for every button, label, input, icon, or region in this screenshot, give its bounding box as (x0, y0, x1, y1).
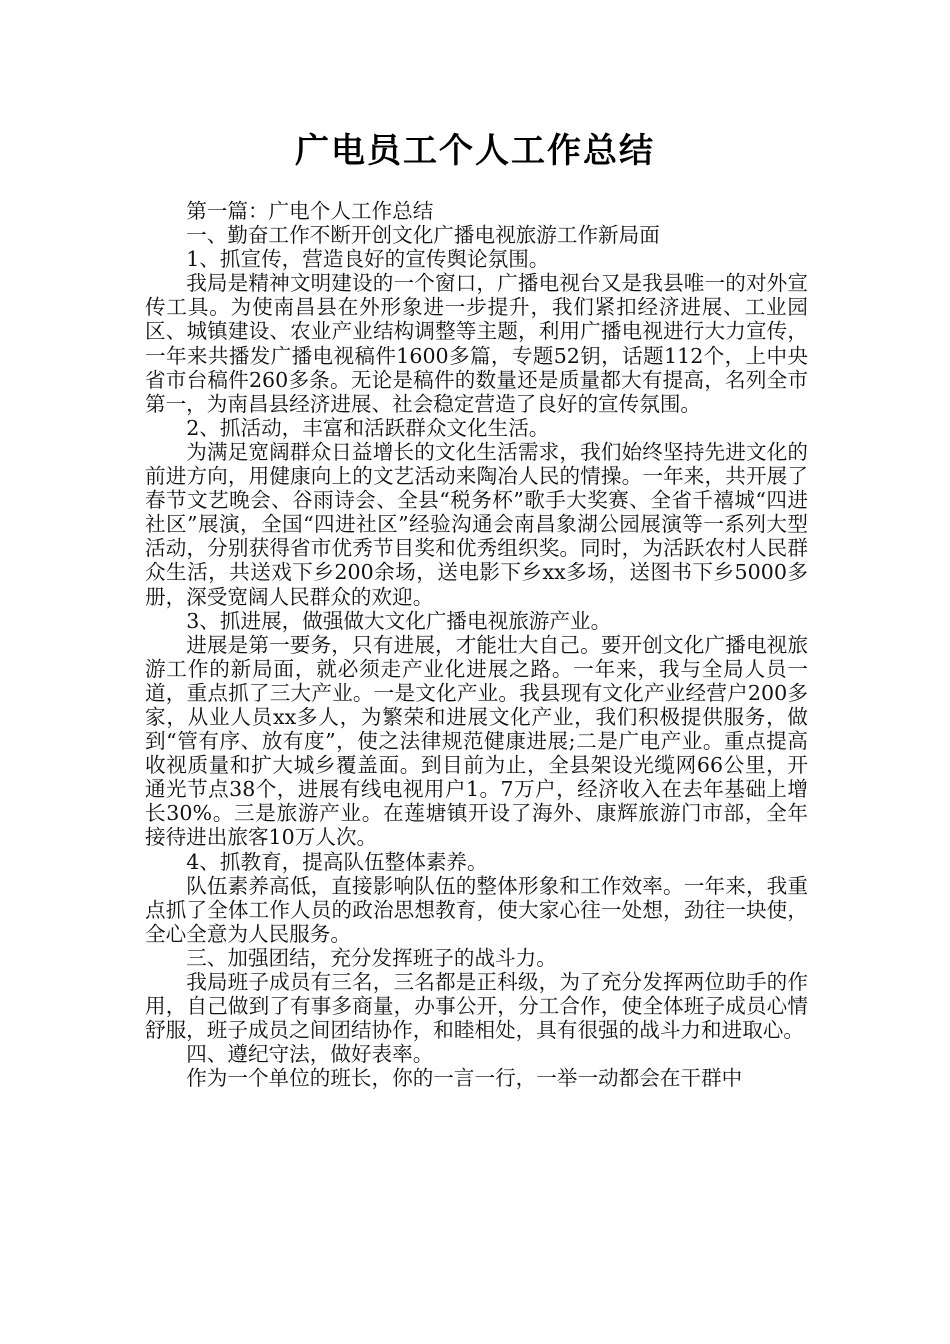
paragraph-subheading: 4、抓教育，提高队伍整体素养。 (186, 849, 488, 874)
paragraph-section-heading: 三、加强团结，充分发挥班子的战斗力。 (186, 945, 557, 970)
paragraph: 为满足宽阔群众日益增长的文化生活需求，我们始终坚持先进文化的前进方向，用健康向上的文艺活动来陶冶人民的情操。一年来，共开展了春节文艺晚会、谷雨诗会、全县“税务杯”歌手大奖赛、全省千禧城“四进社区”展演，全国“四进社区”经验沟通会南昌象湖公园展演等一系列大型活动，分别获得省市优秀节目奖和优秀组织奖。同时，为活跃农村人民群众生活，共送戏下乡200余场，送电影下乡xx多场，送图书下乡5000多册，深受宽阔人民群众的欢迎。 (145, 439, 808, 609)
paragraph-section-heading: 一、勤奋工作不断开创文化广播电视旅游工作新局面 (186, 223, 660, 248)
paragraph: 进展是第一要务，只有进展，才能壮大自己。要开创文化广播电视旅游工作的新局面，就必须走产业化进展之路。一年来，我与全局人员一道，重点抓了三大产业。一是文化产业。我县现有文化产业经营户200多家，从业人员xx多人，为繁荣和进展文化产业，我们积极提供服务，做到“管有序、放有度”，使之法律规范健康进展;二是广电产业。重点提高收视质量和扩大城乡覆盖面。到目前为止，全县架设光缆网66公里，开通光节点38个，进展有线电视用户1。7万户，经济收入在去年基础上增长30%。三是旅游产业。在莲塘镇开设了海外、康辉旅游门市部，全年接待进出旅客10万人次。 (145, 632, 808, 850)
paragraph: 作为一个单位的班长，你的一言一行，一举一动都会在干群中 (186, 1066, 743, 1091)
paragraph-subheading: 2、抓活动，丰富和活跃群众文化生活。 (186, 415, 550, 440)
paragraph-section-heading: 四、遵纪守法，做好表率。 (186, 1042, 434, 1067)
paragraph: 我局是精神文明建设的一个窗口，广播电视台又是我县唯一的对外宣传工具。为使南昌县在外形象进一步提升，我们紧扣经济进展、工业园区、城镇建设、农业产业结构调整等主题，利用广播电视进行大力宣传，一年来共播发广播电视稿件1600多篇，专题52钥，话题112个，上中央省市台稿件260多条。无论是稿件的数量还是质量都大有提高，名列全市第一，为南昌县经济进展、社会稳定营造了良好的宣传氛围。 (145, 271, 808, 416)
paragraph-subheading: 1、抓宣传，营造良好的宣传舆论氛围。 (186, 247, 550, 272)
document-title: 广电员工个人工作总结 (295, 131, 655, 171)
paragraph-subheading: 3、抓进展，做强做大文化广播电视旅游产业。 (186, 608, 612, 633)
paragraph: 队伍素养高低，直接影响队伍的整体形象和工作效率。一年来，我重点抓了全体工作人员的政治思想教育，使大家心往一处想，劲往一块使，全心全意为人民服务。 (145, 873, 808, 946)
paragraph: 我局班子成员有三名，三名都是正科级，为了充分发挥两位助手的作用，自己做到了有事多商量，办事公开，分工合作，使全体班子成员心情舒服，班子成员之间团结协作，和睦相处，具有很强的战斗力和进取心。 (145, 970, 808, 1043)
document-body (145, 199, 808, 1090)
paragraph-part-heading: 第一篇：广电个人工作总结 (186, 199, 434, 223)
